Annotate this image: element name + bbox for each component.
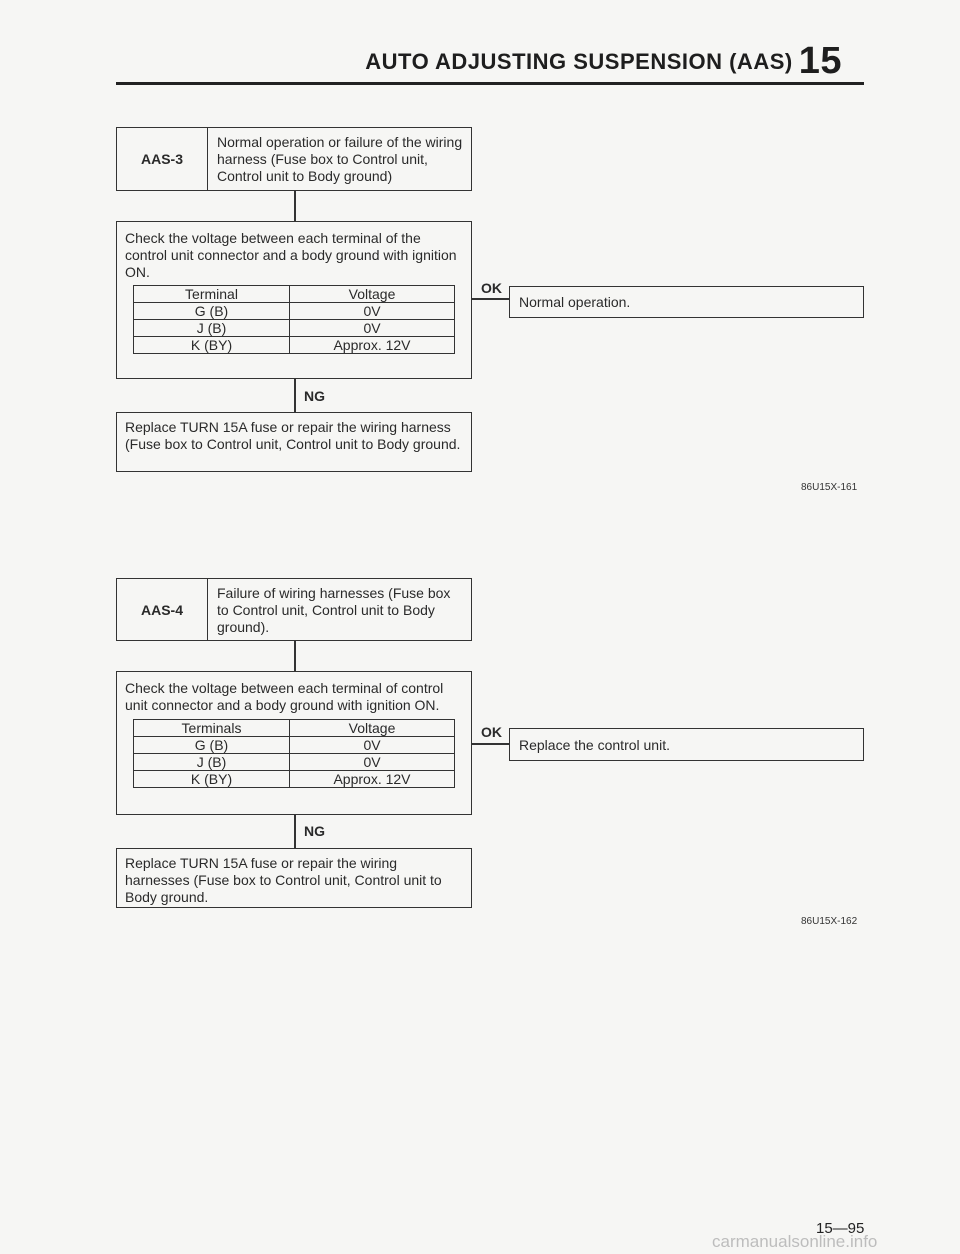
aas4-ok-label: OK [481, 724, 502, 740]
table-row [134, 320, 455, 337]
page-number: 15—95 [816, 1220, 865, 1237]
aas3-code: AAS-3 [117, 128, 208, 190]
aas3-figure-ref: 86U15X-161 [801, 482, 858, 493]
table-cell: G (B) [134, 737, 290, 754]
aas3-code-box [116, 127, 472, 191]
aas4-code: AAS-4 [117, 579, 208, 640]
table-row [134, 303, 455, 320]
aas3-ng-result: Replace TURN 15A fuse or repair the wiring harness (Fuse box to Control unit, Control unit to Body ground. [125, 419, 461, 452]
aas4-ng-result-box [116, 848, 472, 908]
table-cell: Approx. 12V [290, 771, 455, 788]
aas3-ng-label: NG [304, 388, 325, 404]
table-row [134, 337, 455, 354]
table-header-row [134, 286, 455, 303]
table-cell: K (BY) [134, 771, 290, 788]
table-header-row [134, 720, 455, 737]
aas4-voltage-table [133, 719, 455, 788]
aas4-ok-result: Replace the control unit. [519, 737, 670, 753]
table-cell: 0V [290, 303, 455, 320]
table-header-voltage: Voltage [290, 286, 455, 303]
table-row [134, 737, 455, 754]
aas3-description: Normal operation or failure of the wiring harness (Fuse box to Control unit, Control unit to Body ground) [217, 134, 463, 184]
aas4-figure-ref: 86U15X-162 [801, 916, 858, 927]
aas3-voltage-table [133, 285, 455, 354]
aas3-ng-result-box [116, 412, 472, 472]
table-row [134, 754, 455, 771]
aas4-code-box [116, 578, 472, 641]
aas4-check-box [116, 671, 472, 815]
aas3-ok-result: Normal operation. [519, 294, 631, 310]
aas4-ng-result: Replace TURN 15A fuse or repair the wiring harnesses (Fuse box to Control unit, Control unit to Body ground. [125, 855, 442, 905]
section-number: 15 [798, 40, 842, 82]
aas4-ng-label: NG [304, 823, 325, 839]
table-header-terminal: Terminal [134, 286, 290, 303]
table-header-voltage: Voltage [290, 720, 455, 737]
aas4-ng-connector [294, 815, 296, 848]
table-cell: 0V [290, 737, 455, 754]
page-header-title [365, 40, 842, 83]
aas3-check-box [116, 221, 472, 379]
watermark: carmanualsonline.info [712, 1232, 878, 1251]
table-cell: G (B) [134, 303, 290, 320]
header-rule [116, 82, 864, 85]
aas3-connector-top [294, 191, 296, 221]
table-row [134, 771, 455, 788]
table-cell: J (B) [134, 320, 290, 337]
aas3-ok-connector [472, 298, 509, 300]
table-cell: Approx. 12V [290, 337, 455, 354]
header-title-text: AUTO ADJUSTING SUSPENSION (AAS) [365, 49, 793, 74]
table-cell: J (B) [134, 754, 290, 771]
aas3-check-text: Check the voltage between each terminal of the control unit connector and a body ground with ignition ON. [125, 230, 457, 280]
aas4-ok-connector [472, 743, 509, 745]
aas4-ok-result-box [509, 728, 864, 761]
table-cell: K (BY) [134, 337, 290, 354]
table-cell: 0V [290, 754, 455, 771]
aas4-check-text: Check the voltage between each terminal of control unit connector and a body ground with ignition ON. [125, 680, 444, 713]
aas3-ok-label: OK [481, 280, 502, 296]
aas4-connector-top [294, 641, 296, 671]
aas3-ok-result-box [509, 286, 864, 318]
table-header-terminal: Terminals [134, 720, 290, 737]
aas4-description: Failure of wiring harnesses (Fuse box to Control unit, Control unit to Body ground). [217, 585, 451, 635]
aas3-ng-connector [294, 379, 296, 412]
table-cell: 0V [290, 320, 455, 337]
